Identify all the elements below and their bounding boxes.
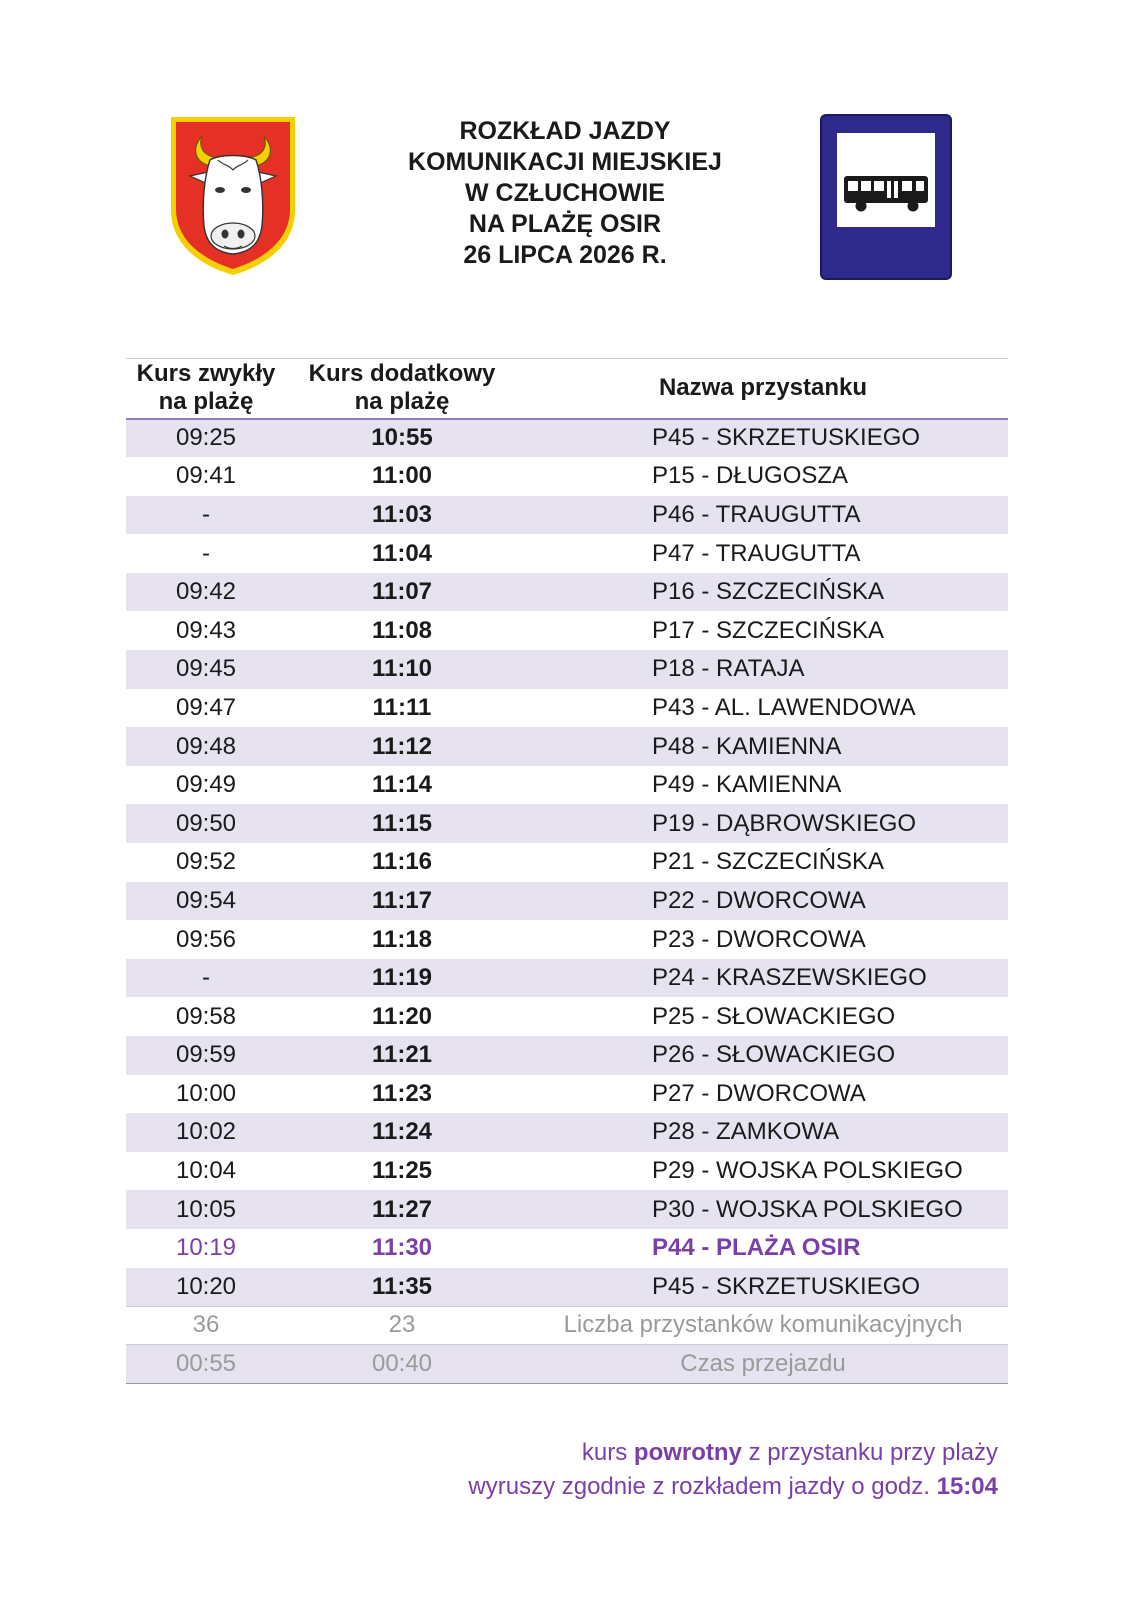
table-row: [126, 689, 1008, 728]
stop-name-cell: P22 - DWORCOWA: [518, 882, 1008, 921]
regular-time-cell: 09:25: [126, 419, 286, 458]
table-row: [126, 611, 1008, 650]
stop-name-cell: P24 - KRASZEWSKIEGO: [518, 959, 1008, 998]
regular-time-cell: 09:56: [175, 925, 237, 953]
title-line: ROZKŁAD JAZDY: [459, 117, 671, 145]
regular-time-cell: 10:05: [126, 1190, 286, 1229]
summary-row: [126, 1345, 1008, 1384]
table-row: [126, 1075, 1008, 1114]
regular-time-cell: 09:52: [175, 848, 237, 876]
summary-regular-cell: 00:55: [126, 1345, 286, 1384]
bus-stop-sign-icon: [820, 114, 952, 280]
regular-time-cell: 09:59: [126, 1036, 286, 1075]
regular-time-cell: 10:02: [126, 1113, 286, 1152]
stop-name-cell: P21 - SZCZECIŃSKA: [652, 848, 885, 876]
summary-extra-cell: 23: [286, 1306, 518, 1345]
stop-name-cell: P46 - TRAUGUTTA: [518, 496, 1008, 535]
extra-time-cell: 11:12: [286, 727, 518, 766]
title-line: 26 LIPCA 2026 R.: [463, 241, 667, 269]
regular-time-cell: 09:49: [175, 771, 237, 799]
extra-time-cell: 11:27: [286, 1190, 518, 1229]
regular-time-cell: 09:50: [126, 804, 286, 843]
extra-time-cell: 11:04: [371, 539, 433, 567]
extra-time-cell: 11:19: [286, 959, 518, 998]
extra-time-cell: 11:30: [371, 1234, 433, 1262]
extra-time-cell: 11:18: [371, 925, 433, 953]
stop-name-cell: P18 - RATAJA: [518, 650, 1008, 689]
extra-time-cell: 11:21: [286, 1036, 518, 1075]
regular-time-cell: 10:00: [175, 1079, 237, 1107]
table-row: [126, 804, 1008, 843]
table-row: [126, 1268, 1008, 1307]
stop-name-cell: P49 - KAMIENNA: [652, 771, 842, 799]
summary-label-cell: Liczba przystanków komunikacyjnych: [518, 1306, 1008, 1345]
page-title: [340, 116, 790, 271]
extra-time-cell: 11:11: [372, 693, 432, 721]
stop-name-cell: P19 - DĄBROWSKIEGO: [518, 804, 1008, 843]
extra-time-cell: 11:17: [286, 882, 518, 921]
return-trip-note: [468, 1436, 998, 1504]
regular-time-cell: -: [126, 496, 286, 535]
stop-name-cell: P48 - KAMIENNA: [518, 727, 1008, 766]
extra-time-cell: 11:10: [286, 650, 518, 689]
regular-time-cell: 10:20: [126, 1268, 286, 1307]
extra-time-cell: 11:35: [286, 1268, 518, 1307]
regular-time-cell: -: [126, 959, 286, 998]
extra-time-cell: 11:24: [286, 1113, 518, 1152]
stop-name-cell: P30 - WOJSKA POLSKIEGO: [518, 1190, 1008, 1229]
stop-name-cell: P25 - SŁOWACKIEGO: [652, 1002, 896, 1030]
table-row: [126, 1152, 1008, 1191]
table-row: [126, 1113, 1008, 1152]
summary-row: [126, 1306, 1008, 1345]
regular-time-cell: 09:54: [126, 882, 286, 921]
extra-time-cell: 11:23: [371, 1079, 433, 1107]
coat-of-arms-icon: [168, 114, 298, 278]
extra-time-cell: 11:00: [371, 462, 433, 490]
regular-time-cell: 09:43: [175, 616, 237, 644]
stop-name-cell: P47 - TRAUGUTTA: [652, 539, 861, 567]
table-row: [126, 959, 1008, 998]
timetable: [126, 358, 1008, 1384]
table-row: [126, 573, 1008, 612]
regular-time-cell: 09:42: [126, 573, 286, 612]
extra-time-cell: 11:14: [371, 771, 433, 799]
table-row: [126, 766, 1008, 805]
note-line-1: kurs powrotny z przystanku przy plaży: [581, 1439, 998, 1466]
summary-label-cell: Czas przejazdu: [518, 1345, 1008, 1384]
regular-time-cell: 09:45: [126, 650, 286, 689]
stop-name-cell: P27 - DWORCOWA: [652, 1079, 866, 1107]
table-row: [126, 419, 1008, 458]
regular-time-cell: 09:47: [175, 693, 237, 721]
table-row: [126, 882, 1008, 921]
table-row: [126, 1229, 1008, 1268]
table-row: [126, 534, 1008, 573]
table-row: [126, 496, 1008, 535]
extra-time-cell: 11:16: [371, 848, 433, 876]
stop-name-cell: P45 - SKRZETUSKIEGO: [518, 1268, 1008, 1307]
extra-time-cell: 11:25: [371, 1157, 433, 1185]
stop-name-cell: P29 - WOJSKA POLSKIEGO: [652, 1157, 963, 1185]
note-line-2: wyruszy zgodnie z rozkładem jazdy o godz. 15:04: [468, 1473, 998, 1500]
extra-time-cell: 10:55: [286, 419, 518, 458]
table-row: [126, 727, 1008, 766]
stop-name-cell: P17 - SZCZECIŃSKA: [652, 616, 885, 644]
table-header-row: [126, 359, 1008, 419]
summary-extra-cell: 00:40: [286, 1345, 518, 1384]
regular-time-cell: 09:41: [175, 462, 237, 490]
column-header-regular: Kurs zwykły na plażę: [126, 359, 286, 419]
title-line: W CZŁUCHOWIE: [465, 179, 665, 207]
extra-time-cell: 11:15: [286, 804, 518, 843]
column-header-stop: Nazwa przystanku: [518, 359, 1008, 419]
title-line: NA PLAŻĘ OSIR: [468, 210, 662, 238]
title-line: KOMUNIKACJI MIEJSKIEJ: [408, 148, 722, 176]
extra-time-cell: 11:08: [371, 616, 433, 644]
table-row: [126, 457, 1008, 496]
stop-name-cell: P45 - SKRZETUSKIEGO: [518, 419, 1008, 458]
regular-time-cell: 10:19: [175, 1234, 237, 1262]
table-row: [126, 1036, 1008, 1075]
stop-name-cell: P23 - DWORCOWA: [652, 925, 866, 953]
regular-time-cell: -: [202, 539, 210, 567]
stop-name-cell: P43 - AL. LAWENDOWA: [652, 693, 916, 721]
column-header-extra: Kurs dodatkowy na plażę: [286, 359, 518, 419]
table-row: [126, 1190, 1008, 1229]
stop-name-cell: P44 - PLAŻA OSIR: [652, 1234, 861, 1262]
table-row: [126, 650, 1008, 689]
extra-time-cell: 11:03: [286, 496, 518, 535]
regular-time-cell: 09:58: [175, 1002, 237, 1030]
extra-time-cell: 11:20: [371, 1002, 433, 1030]
regular-time-cell: 10:04: [175, 1157, 237, 1185]
table-row: [126, 997, 1008, 1036]
regular-time-cell: 09:48: [126, 727, 286, 766]
extra-time-cell: 11:07: [286, 573, 518, 612]
table-row: [126, 843, 1008, 882]
stop-name-cell: P15 - DŁUGOSZA: [652, 462, 849, 490]
stop-name-cell: P26 - SŁOWACKIEGO: [518, 1036, 1008, 1075]
table-row: [126, 920, 1008, 959]
stop-name-cell: P16 - SZCZECIŃSKA: [518, 573, 1008, 612]
summary-regular-cell: 36: [126, 1306, 286, 1345]
stop-name-cell: P28 - ZAMKOWA: [518, 1113, 1008, 1152]
